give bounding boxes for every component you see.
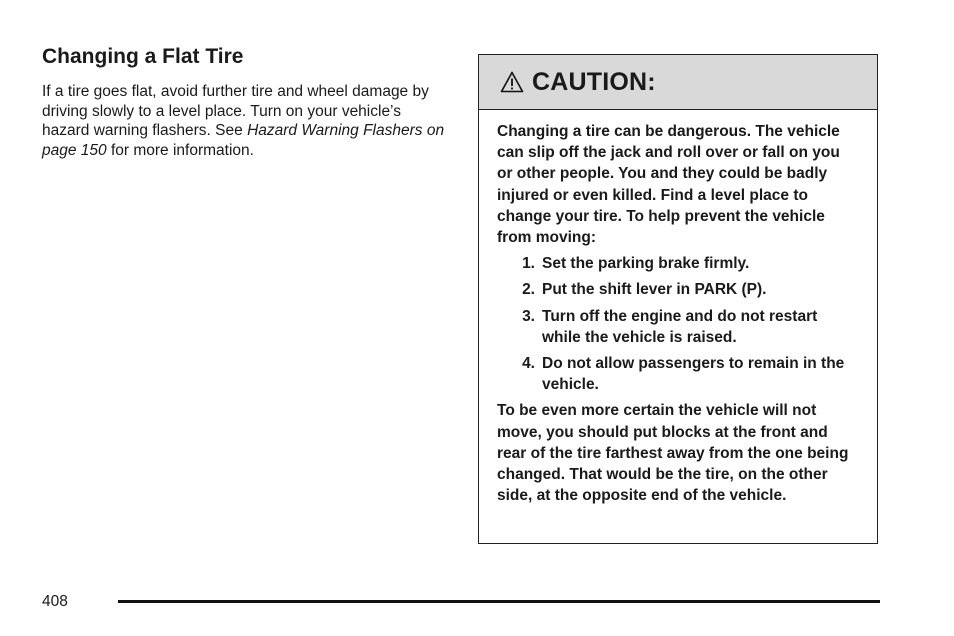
caution-paragraph-1: Changing a tire can be dangerous. The vehicle can slip off the jack and roll over or fall on you or other people. You and they could be badly injured or even killed. Find a level place to change your tire. To help prevent the vehicle from moving: — [497, 123, 840, 247]
step-number: 3. — [522, 307, 535, 325]
list-item — [497, 353, 859, 395]
cross-reference-link[interactable]: Hazard Warning Flashers on page 150 — [42, 122, 445, 159]
step-text: Set the parking brake firmly. — [542, 255, 750, 273]
caution-body — [479, 110, 877, 506]
step-text: Turn off the engine and do not restart while the vehicle is raised. — [542, 307, 818, 346]
footer-divider — [118, 600, 880, 603]
list-item — [497, 279, 859, 300]
intro-text-start: If a tire goes flat, avoid further tire and wheel damage by driving slowly to a level place. Turn on your vehicle’s hazard warning flashers. See — [42, 83, 429, 140]
list-item — [497, 253, 859, 274]
caution-header — [479, 55, 877, 110]
intro-paragraph — [42, 82, 452, 160]
caution-paragraph-2: To be even more certain the vehicle will not move, you should put blocks at the front and rear of the tire farthest away from the one being changed. That would be the tire, on the other side, at the opposite end of the vehicle. — [497, 402, 849, 505]
warning-triangle-icon — [500, 71, 524, 93]
intro-text-end: for more information. — [106, 141, 254, 159]
caution-steps-list — [497, 253, 859, 395]
list-item — [497, 306, 859, 348]
section-title: Changing a Flat Tire — [42, 45, 244, 68]
caution-box — [478, 54, 878, 544]
left-column — [42, 44, 452, 160]
step-number: 4. — [522, 355, 535, 373]
step-number: 1. — [522, 255, 535, 273]
step-text: Do not allow passengers to remain in the vehicle. — [542, 355, 845, 394]
step-number: 2. — [522, 281, 535, 299]
step-text: Put the shift lever in PARK (P). — [542, 281, 767, 299]
caution-title: CAUTION: — [532, 67, 656, 96]
page-number: 408 — [42, 593, 68, 610]
